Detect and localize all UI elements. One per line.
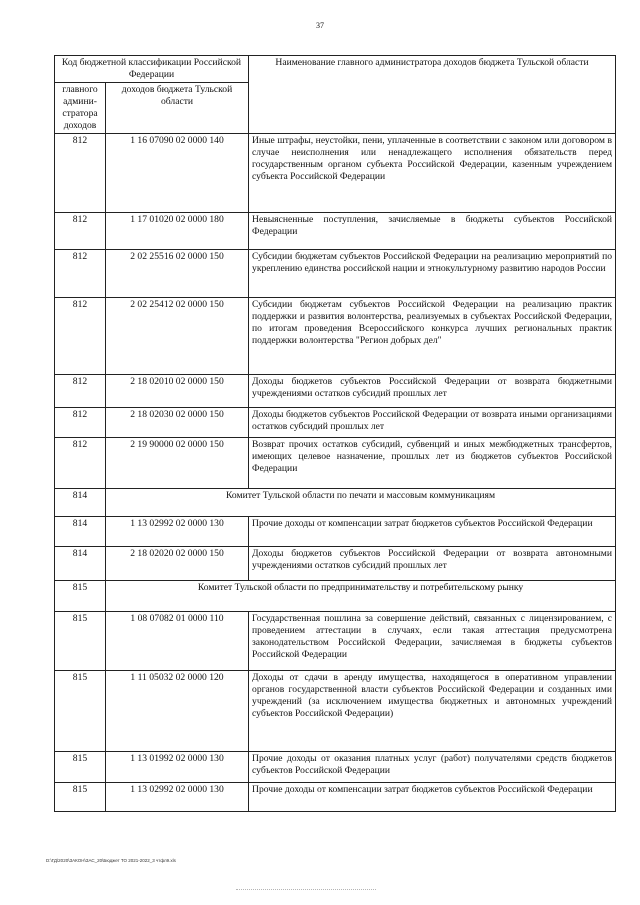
revenue-name-cell: Субсидии бюджетам субъектов Российской Федерации на реализацию мероприятий по укреплению единства российской нации и этнокультурному развитию народов России — [249, 250, 616, 298]
admin-column-header: главного админи-стратора доходов — [55, 83, 106, 134]
table-row — [55, 783, 616, 812]
revenue-name-cell: Субсидии бюджетам субъектов Российской Федерации на реализацию практик поддержки и развития волонтерства, реализуемых в субъектах Российской Федерации, по итогам проведения Всероссийского конкурса лучших региональных практик поддержки волонтерства "Регион добрых дел" — [249, 298, 616, 375]
page-number: 37 — [316, 21, 324, 30]
table-row — [55, 213, 616, 250]
admin-code-cell: 815 — [55, 612, 106, 671]
table-row — [55, 752, 616, 783]
admin-code-cell: 814 — [55, 547, 106, 581]
table-row — [55, 438, 616, 489]
revenue-name-cell: Доходы от сдачи в аренду имущества, находящегося в оперативном управлении органов государственной власти субъектов Российской Федерации и созданных ими учреждений (за исключением имущества бюджетных и автономных учреждений субъектов Российской Федерации) — [249, 671, 616, 752]
admin-code-cell: 815 — [55, 752, 106, 783]
admin-code-cell: 812 — [55, 408, 106, 438]
revenue-code-cell: 1 17 01020 02 0000 180 — [106, 213, 249, 250]
revenue-code-cell: 2 18 02010 02 0000 150 — [106, 375, 249, 408]
revenue-name-cell: Прочие доходы от компенсации затрат бюджетов субъектов Российской Федерации — [249, 517, 616, 547]
revenue-name-cell: Прочие доходы от компенсации затрат бюджетов субъектов Российской Федерации — [249, 783, 616, 812]
revenue-code-cell: 2 18 02020 02 0000 150 — [106, 547, 249, 581]
revenue-code-cell: 2 02 25412 02 0000 150 — [106, 298, 249, 375]
table-row — [55, 612, 616, 671]
header-row-top — [55, 56, 616, 83]
footer-file-path: D:\ГД\2020\ЗАКОН\ЗАС_20\Бюджет ТО 2021-2022_3 чтфл9.xls — [46, 858, 176, 863]
revenue-code-cell: 1 13 01992 02 0000 130 — [106, 752, 249, 783]
table-row — [55, 547, 616, 581]
table-row — [55, 408, 616, 438]
revenue-name-cell: Государственная пошлина за совершение действий, связанных с лицензированием, с проведением аттестации в случаях, если такая аттестация предусмотрена законодательством Российской Федерации, зачисляемая в бюджеты субъектов Российской Федерации — [249, 612, 616, 671]
admin-code-cell: 812 — [55, 438, 106, 489]
revenue-code-cell: 1 16 07090 02 0000 140 — [106, 134, 249, 213]
revenue-name-cell: Возврат прочих остатков субсидий, субвенций и иных межбюджетных трансфертов, имеющих целевое назначение, прошлых лет из бюджетов субъектов Российской Федерации — [249, 438, 616, 489]
admin-code-cell: 812 — [55, 298, 106, 375]
admin-code-cell: 815 — [55, 581, 106, 612]
committee-title-row — [55, 489, 616, 517]
revenue-name-cell: Доходы бюджетов субъектов Российской Федерации от возврата иными организациями остатков субсидий прошлых лет — [249, 408, 616, 438]
table-row — [55, 298, 616, 375]
revenue-code-cell: 2 02 25516 02 0000 150 — [106, 250, 249, 298]
revenue-name-cell: Прочие доходы от оказания платных услуг (работ) получателями средств бюджетов субъектов Российской Федерации — [249, 752, 616, 783]
table-row — [55, 134, 616, 213]
admin-code-cell: 814 — [55, 489, 106, 517]
table-row — [55, 517, 616, 547]
code-group-header: Код бюджетной классификации Российской Федерации — [55, 56, 249, 83]
revenue-code-cell: 2 19 90000 02 0000 150 — [106, 438, 249, 489]
admin-code-cell: 812 — [55, 375, 106, 408]
committee-title-row — [55, 581, 616, 612]
revenue-code-cell: 1 13 02992 02 0000 130 — [106, 517, 249, 547]
revenue-code-cell: 1 08 07082 01 0000 110 — [106, 612, 249, 671]
admin-code-cell: 812 — [55, 134, 106, 213]
revenue-code-cell: 2 18 02030 02 0000 150 — [106, 408, 249, 438]
name-column-header: Наименование главного администратора доходов бюджета Тульской области — [249, 56, 616, 134]
committee-title-cell: Комитет Тульской области по предпринимательству и потребительскому рынку — [106, 581, 616, 612]
revenue-column-header: доходов бюджета Тульской области — [106, 83, 249, 134]
revenue-administrators-table — [54, 55, 616, 812]
revenue-name-cell: Иные штрафы, неустойки, пени, уплаченные в соответствии с законом или договором в случае неисполнения или ненадлежащего исполнения обязательств перед государственным органом субъекта Российской Федерации, казенным учреждением субъекта Российской Федерации — [249, 134, 616, 213]
revenue-name-cell: Доходы бюджетов субъектов Российской Федерации от возврата бюджетными учреждениями остатков субсидий прошлых лет — [249, 375, 616, 408]
admin-code-cell: 815 — [55, 783, 106, 812]
table-row — [55, 250, 616, 298]
admin-code-cell: 814 — [55, 517, 106, 547]
revenue-code-cell: 1 11 05032 02 0000 120 — [106, 671, 249, 752]
committee-title-cell: Комитет Тульской области по печати и массовым коммуникациям — [106, 489, 616, 517]
scan-artifact — [236, 889, 376, 891]
revenue-name-cell: Невыясненные поступления, зачисляемые в бюджеты субъектов Российской Федерации — [249, 213, 616, 250]
admin-code-cell: 812 — [55, 250, 106, 298]
table-row — [55, 671, 616, 752]
revenue-code-cell: 1 13 02992 02 0000 130 — [106, 783, 249, 812]
admin-code-cell: 812 — [55, 213, 106, 250]
admin-code-cell: 815 — [55, 671, 106, 752]
table-row — [55, 375, 616, 408]
revenue-name-cell: Доходы бюджетов субъектов Российской Федерации от возврата автономными учреждениями остатков субсидий прошлых лет — [249, 547, 616, 581]
